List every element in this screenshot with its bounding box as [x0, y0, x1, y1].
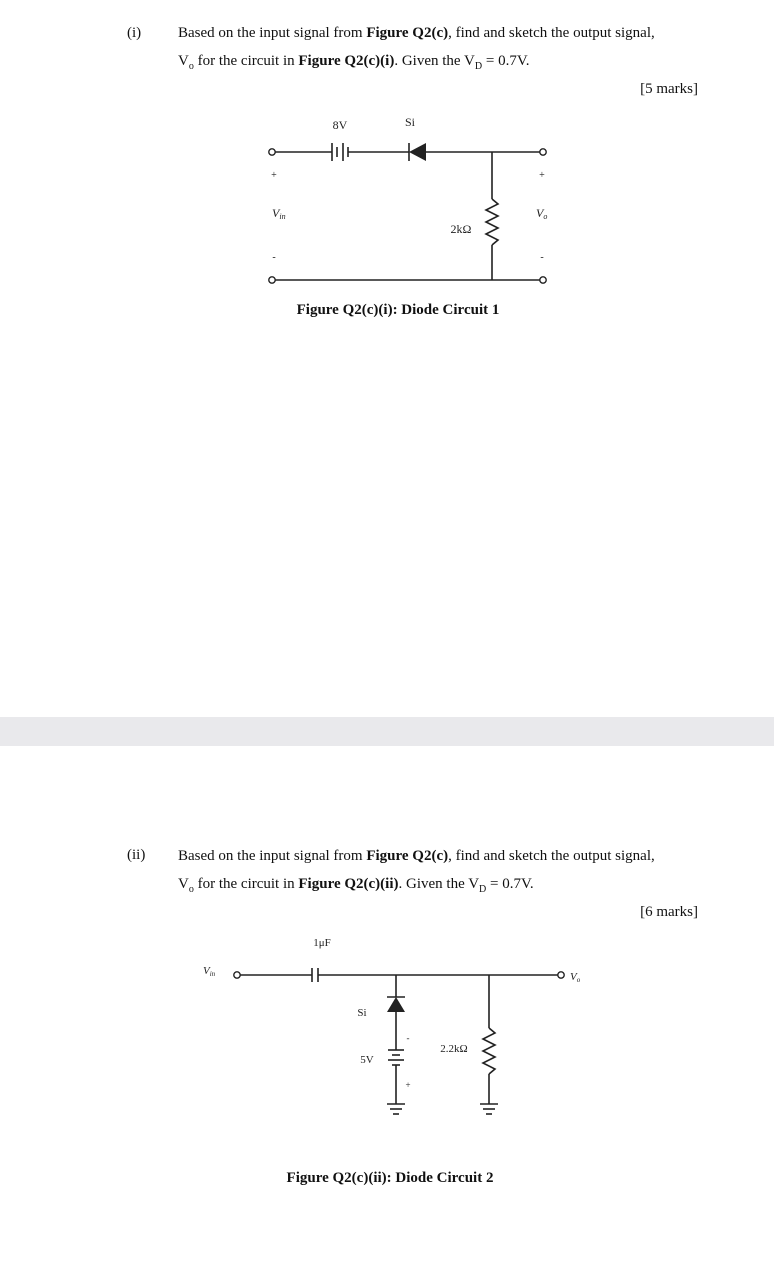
vo-label: Vo [536, 206, 548, 221]
marks-i: [5 marks] [640, 81, 698, 97]
diode-label: Si [357, 1007, 367, 1019]
question-number-i: (i) [127, 25, 142, 41]
vo-plus-sign: + [539, 170, 545, 181]
resistor-label: 2.2kΩ [440, 1043, 468, 1055]
battery-label: 5V [360, 1054, 374, 1066]
question-line-2: $V_o$ for the circuit in Figure Q2(c)(i). Given the $V_D = 0.7V$. [178, 53, 530, 72]
question-line-1: Based on the input signal from Figure Q2(c), find and sketch the output signal, [178, 25, 655, 41]
battery-label: 8V [332, 118, 348, 132]
diode-label: Si [404, 115, 416, 129]
vin-label: Vin [272, 206, 286, 221]
capacitor-1uf-symbol [312, 968, 318, 982]
vo-terminal [558, 972, 564, 978]
figure-caption-1: Figure Q2(c)(i): Diode Circuit 1 [296, 302, 500, 318]
vo-minus-terminal [540, 277, 546, 283]
vo-plus-terminal [540, 149, 546, 155]
ground-symbol-2 [480, 1104, 498, 1114]
vo-label: Vo [570, 971, 581, 984]
diode-circuit-1 [0, 0, 774, 300]
figure-caption-2: Figure Q2(c)(ii): Diode Circuit 2 [286, 1170, 494, 1186]
question-number-ii: (ii) [127, 847, 146, 863]
resistor-2k-symbol [486, 199, 498, 245]
vo-minus-sign: - [540, 252, 544, 263]
page-2 [0, 746, 774, 1280]
question-line-1: Based on the input signal from Figure Q2(c), find and sketch the output signal, [178, 848, 655, 864]
marks-ii: [6 marks] [640, 904, 698, 920]
vin-minus-terminal [269, 277, 275, 283]
vin-plus-terminal [269, 149, 275, 155]
question-line-2: $V_o$ for the circuit in Figure Q2(c)(ii). Given the $V_D = 0.7V$. [178, 876, 534, 895]
ground-symbol-1 [387, 1104, 405, 1114]
capacitor-label: 1μF [313, 937, 331, 949]
battery-8v-symbol [332, 143, 348, 161]
vin-terminal [234, 972, 240, 978]
battery-minus-sign: - [406, 1033, 410, 1043]
vin-minus-sign: - [272, 252, 276, 263]
resistor-2k2-symbol [483, 1028, 495, 1074]
diode-si-symbol [387, 997, 405, 1012]
diode-circuit-2 [0, 746, 774, 1176]
battery-5v-symbol [388, 1050, 404, 1065]
vin-label: Vin [203, 965, 216, 978]
diode-si-symbol [409, 143, 426, 161]
resistor-label: 2kΩ [450, 222, 472, 236]
vin-plus-sign: + [271, 170, 277, 181]
battery-plus-sign: + [405, 1080, 411, 1090]
page-separator [0, 717, 774, 746]
